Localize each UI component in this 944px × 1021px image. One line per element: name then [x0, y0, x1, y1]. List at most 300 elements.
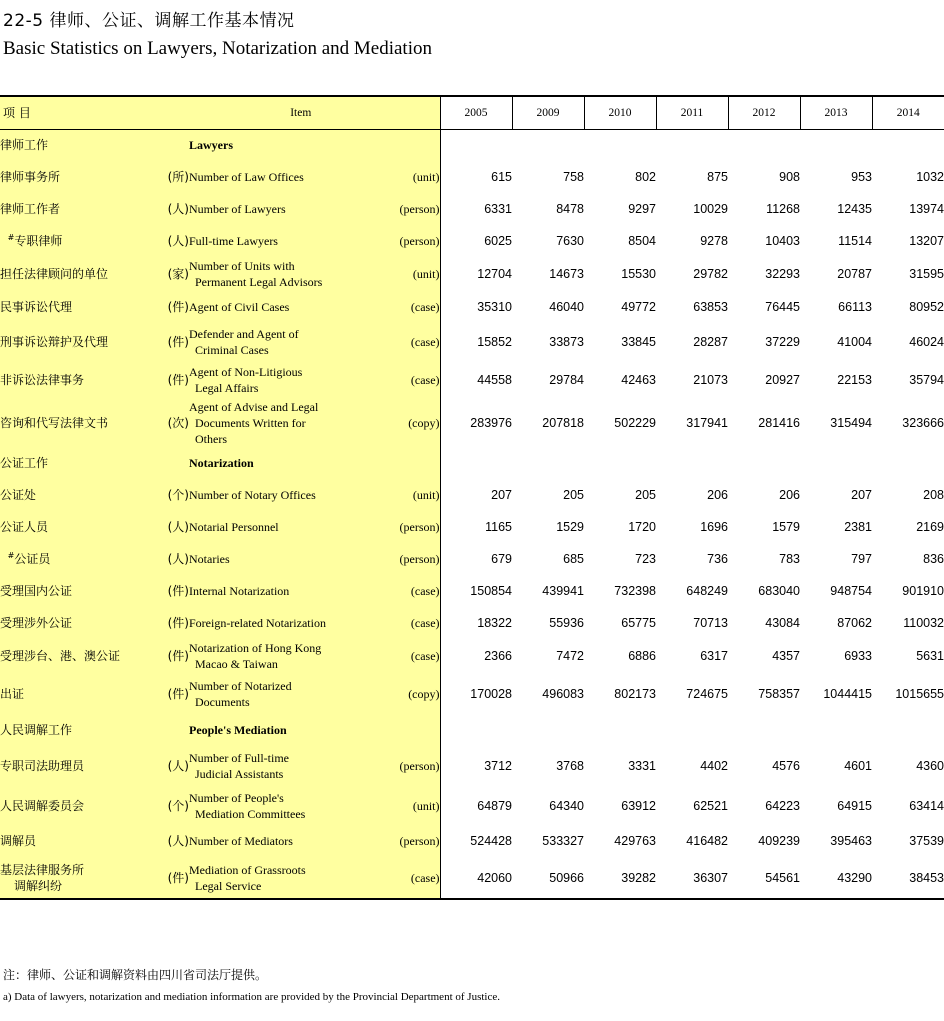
row-label-chinese	[0, 361, 162, 399]
header-row	[0, 96, 944, 129]
value-cell: 416482	[686, 834, 729, 848]
value-cell: 5631	[916, 649, 944, 663]
table-row	[0, 825, 944, 857]
row-unit-english: (person)	[374, 511, 440, 543]
value-cell: 64223	[765, 799, 801, 813]
value-cell: 43084	[765, 616, 801, 630]
value-cell	[800, 715, 872, 745]
value-cell	[584, 715, 656, 745]
row-label-english-text: Number of Units with	[189, 259, 295, 273]
table-row	[0, 193, 944, 225]
row-unit-english: (unit)	[374, 787, 440, 825]
row-label-chinese-text: 人民调解工作	[0, 723, 73, 737]
row-unit-chinese: (人)	[162, 543, 189, 575]
row-label-chinese-text: 专职律师	[14, 234, 63, 248]
header-item-english: Item	[162, 96, 440, 129]
value-cell: 1696	[700, 520, 729, 534]
value-cell: 875	[707, 170, 729, 184]
value-cell: 12435	[837, 202, 873, 216]
row-label-english-text: Mediation of Grassroots	[189, 862, 306, 877]
table-row	[0, 161, 944, 193]
header-year: 2012	[728, 96, 800, 129]
row-unit-english: (unit)	[374, 161, 440, 193]
row-unit-english: (person)	[374, 745, 440, 787]
row-label-english-text: Notarization of Hong Kong	[189, 641, 322, 655]
row-label-english-text: Legal Service	[195, 878, 262, 893]
value-cell: 28287	[693, 335, 729, 349]
value-cell: 797	[851, 552, 873, 566]
value-cell	[872, 715, 944, 745]
value-cell	[440, 129, 512, 161]
value-cell: 6025	[484, 234, 513, 248]
value-cell: 4402	[700, 759, 729, 773]
statistics-table	[0, 95, 944, 900]
value-cell: 38453	[872, 857, 944, 899]
row-unit-chinese: (件)	[162, 607, 189, 639]
row-label-english	[189, 745, 374, 787]
value-cell: 8504	[628, 234, 657, 248]
row-label-english-text: Notaries	[189, 552, 230, 566]
value-cell: 323666	[902, 416, 944, 430]
value-cell: 205	[563, 488, 585, 502]
row-label-chinese	[0, 291, 162, 323]
table-row	[0, 399, 944, 447]
value-cell: 685	[563, 552, 585, 566]
row-unit-chinese: (人)	[162, 511, 189, 543]
value-cell	[728, 447, 800, 479]
value-cell: 948754	[830, 584, 873, 598]
value-cell: 2169	[916, 520, 944, 534]
value-cell: 63853	[693, 300, 729, 314]
row-unit-chinese: (件)	[162, 575, 189, 607]
row-unit-english: (person)	[374, 225, 440, 257]
value-cell: 679	[491, 552, 513, 566]
table-row	[0, 361, 944, 399]
value-cell: 29784	[549, 373, 585, 387]
row-label-english-text: Others	[195, 432, 227, 446]
value-cell: 908	[779, 170, 801, 184]
value-cell: 66113	[838, 300, 873, 314]
table-row	[0, 225, 944, 257]
row-label-chinese-text: 公证人员	[0, 520, 49, 534]
row-unit-chinese: (次)	[162, 399, 189, 447]
table-row	[0, 673, 944, 715]
value-cell: 206	[779, 488, 801, 502]
row-label-english	[189, 257, 374, 291]
row-unit-chinese	[162, 715, 189, 745]
row-label-chinese-text: 刑事诉讼辩护及代理	[0, 335, 109, 349]
value-cell: 1579	[772, 520, 801, 534]
value-cell: 4357	[772, 649, 801, 663]
row-label-chinese	[0, 399, 162, 447]
value-cell: 6317	[700, 649, 729, 663]
value-cell: 9297	[628, 202, 657, 216]
value-cell: 10029	[693, 202, 729, 216]
table-row	[0, 745, 944, 787]
value-cell: 49772	[621, 300, 657, 314]
value-cell: 64879	[477, 799, 513, 813]
value-cell: 205	[635, 488, 657, 502]
row-label-english	[189, 607, 374, 639]
value-cell: 683040	[758, 584, 801, 598]
row-unit-english: (case)	[374, 361, 440, 399]
row-unit-chinese: (人)	[162, 825, 189, 857]
row-label-chinese-text: 律师工作	[0, 138, 49, 153]
value-cell: 1015655	[895, 687, 944, 701]
value-cell: 150854	[470, 584, 513, 598]
table-row	[0, 479, 944, 511]
row-label-english-text: Macao & Taiwan	[195, 657, 278, 671]
value-cell: 6886	[628, 649, 657, 663]
row-label-english	[189, 575, 374, 607]
value-cell: 429763	[614, 834, 657, 848]
row-label-chinese-text: 专职司法助理员	[0, 759, 85, 773]
value-cell: 110032	[903, 616, 944, 630]
row-label-chinese	[0, 825, 162, 857]
header-year: 2011	[656, 96, 728, 129]
header-year: 2009	[512, 96, 584, 129]
value-cell: 33845	[621, 335, 657, 349]
value-cell: 207818	[542, 416, 585, 430]
row-label-chinese-text: 民事诉讼代理	[0, 300, 73, 314]
value-cell: 80952	[909, 300, 944, 314]
row-label-english	[189, 193, 374, 225]
value-cell: 12704	[477, 267, 513, 281]
header-year: 2014	[872, 96, 944, 129]
row-label-english-text: Judicial Assistants	[195, 767, 284, 781]
value-cell	[800, 129, 872, 161]
value-cell: 170028	[470, 687, 513, 701]
row-label-english	[189, 323, 374, 361]
value-cell: 8478	[556, 202, 585, 216]
value-cell: 208	[923, 488, 944, 502]
value-cell: 35310	[477, 300, 513, 314]
row-label-english-text: Documents Written for	[195, 416, 306, 430]
row-unit-english	[374, 129, 440, 161]
row-unit-chinese: (个)	[162, 787, 189, 825]
value-cell: 317941	[686, 416, 729, 430]
value-cell: 21073	[693, 373, 729, 387]
row-unit-english: (unit)	[374, 479, 440, 511]
row-unit-chinese: (件)	[162, 361, 189, 399]
row-label-english-text: Agent of Non-Litigious	[189, 365, 303, 379]
header-year: 2010	[584, 96, 656, 129]
value-cell: 533327	[542, 834, 585, 848]
row-label-english	[189, 639, 374, 673]
value-cell: 11268	[766, 202, 801, 216]
table-row	[0, 511, 944, 543]
value-cell: 615	[491, 170, 513, 184]
header-year: 2013	[800, 96, 872, 129]
value-cell: 50966	[512, 857, 584, 899]
section-row	[0, 447, 944, 479]
row-label-chinese-text: 人民调解委员会	[0, 799, 85, 813]
value-cell: 439941	[542, 584, 585, 598]
row-label-english-text: Documents	[195, 695, 250, 709]
value-cell: 15852	[477, 335, 513, 349]
row-label-chinese-text: 公证处	[0, 488, 37, 502]
row-label-english-text: Number of People's	[189, 791, 284, 805]
value-cell: 44558	[477, 373, 513, 387]
row-label-chinese-text: 律师事务所	[0, 170, 61, 184]
value-cell: 524428	[470, 834, 513, 848]
row-label-english	[189, 715, 374, 745]
row-label-chinese	[0, 129, 162, 161]
row-label-chinese-text: 非诉讼法律事务	[0, 373, 85, 387]
value-cell: 87062	[837, 616, 873, 630]
value-cell: 11514	[838, 234, 873, 248]
footnote-english: a) Data of lawyers, notarization and mediation information are provided by the Provincial Department of Justice.	[3, 991, 500, 1003]
value-cell: 732398	[614, 584, 657, 598]
value-cell: 207	[491, 488, 513, 502]
row-label-chinese-text: 受理涉台、港、澳公证	[0, 649, 121, 663]
value-cell: 395463	[830, 834, 873, 848]
row-unit-chinese: (人)	[162, 745, 189, 787]
value-cell: 42463	[621, 373, 657, 387]
row-unit-english: (case)	[374, 575, 440, 607]
value-cell: 4601	[844, 759, 873, 773]
value-cell: 33873	[549, 335, 585, 349]
value-cell: 901910	[902, 584, 944, 598]
row-label-chinese	[0, 479, 162, 511]
value-cell: 37539	[909, 834, 944, 848]
value-cell: 758357	[758, 687, 801, 701]
table-title-chinese: 22-5 律师、公证、调解工作基本情况	[3, 11, 295, 31]
row-label-english-text: Defender and Agent of	[189, 327, 299, 341]
row-label-english-text: Criminal Cases	[195, 343, 269, 357]
row-label-chinese-text: 公证员	[14, 552, 51, 566]
row-label-english-text: Mediation Committees	[195, 807, 306, 821]
row-label-english-text: People's Mediation	[189, 723, 287, 737]
row-unit-chinese: (家)	[162, 257, 189, 291]
table-row	[0, 607, 944, 639]
value-cell: 315494	[830, 416, 873, 430]
value-cell: 76445	[765, 300, 801, 314]
footnote-chinese: 注：律师、公证和调解资料由四川省司法厅提供。	[3, 968, 268, 982]
value-cell: 35794	[909, 373, 944, 387]
value-cell: 64340	[549, 799, 585, 813]
value-cell: 15530	[621, 267, 657, 281]
table-body	[0, 129, 944, 899]
row-unit-english: (copy)	[374, 399, 440, 447]
row-label-english	[189, 225, 374, 257]
value-cell: 6331	[484, 202, 513, 216]
row-label-chinese-text: 调解纠纷	[14, 878, 63, 893]
header-year: 2005	[440, 96, 512, 129]
value-cell	[512, 129, 584, 161]
table-row	[0, 857, 944, 899]
table-row	[0, 787, 944, 825]
row-label-chinese	[0, 225, 162, 257]
value-cell: 18322	[477, 616, 513, 630]
value-cell: 31595	[909, 267, 944, 281]
value-cell: 43290	[800, 857, 872, 899]
row-unit-english: (case)	[374, 291, 440, 323]
value-cell: 496083	[542, 687, 585, 701]
value-cell: 20787	[837, 267, 873, 281]
value-cell: 206	[707, 488, 729, 502]
row-unit-english: (person)	[374, 193, 440, 225]
row-label-chinese	[0, 857, 162, 899]
value-cell: 783	[779, 552, 801, 566]
row-label-chinese-text: 受理国内公证	[0, 584, 73, 598]
row-label-chinese	[0, 511, 162, 543]
row-label-chinese-text: 担任法律顾问的单位	[0, 267, 109, 281]
row-label-chinese-text: 基层法律服务所	[0, 862, 85, 877]
value-cell: 6933	[844, 649, 873, 663]
row-unit-chinese: (件)	[162, 323, 189, 361]
row-label-chinese-text: 出证	[0, 687, 25, 701]
value-cell: 802173	[614, 687, 657, 701]
row-label-chinese	[0, 447, 162, 479]
value-cell: 13207	[909, 234, 944, 248]
value-cell: 736	[707, 552, 729, 566]
row-label-chinese	[0, 745, 162, 787]
value-cell: 36307	[656, 857, 728, 899]
row-label-english	[189, 787, 374, 825]
value-cell: 46024	[909, 335, 944, 349]
row-label-chinese-text: 律师工作者	[0, 202, 61, 216]
row-label-english-text: Number of Full-time	[189, 751, 289, 765]
row-unit-chinese: (件)	[162, 639, 189, 673]
row-label-chinese	[0, 257, 162, 291]
value-cell: 1165	[485, 520, 513, 534]
value-cell	[584, 129, 656, 161]
value-cell	[512, 447, 584, 479]
value-cell: 29782	[693, 267, 729, 281]
value-cell: 10403	[765, 234, 801, 248]
row-unit-chinese: (人)	[162, 193, 189, 225]
value-cell: 65775	[621, 616, 657, 630]
value-cell	[728, 129, 800, 161]
row-label-english	[189, 543, 374, 575]
value-cell: 54561	[728, 857, 800, 899]
row-label-english-text: Number of Notarized	[189, 679, 292, 693]
row-label-chinese	[0, 607, 162, 639]
value-cell: 953	[851, 170, 873, 184]
table-row	[0, 575, 944, 607]
row-label-chinese	[0, 575, 162, 607]
row-unit-english: (unit)	[374, 257, 440, 291]
row-label-english	[189, 161, 374, 193]
row-unit-chinese: (个)	[162, 479, 189, 511]
value-cell: 13974	[909, 202, 944, 216]
row-unit-chinese: (件)	[162, 673, 189, 715]
subitem-marker: #	[7, 233, 15, 242]
row-label-english	[189, 511, 374, 543]
table-row	[0, 639, 944, 673]
row-unit-english: (case)	[374, 857, 440, 899]
table-row	[0, 291, 944, 323]
value-cell: 7630	[556, 234, 585, 248]
value-cell	[656, 129, 728, 161]
row-label-chinese-text: 咨询和代写法律文书	[0, 416, 109, 430]
value-cell: 1529	[556, 520, 585, 534]
row-label-english-text: Notarization	[189, 456, 254, 470]
row-unit-english	[374, 715, 440, 745]
row-unit-english: (case)	[374, 639, 440, 673]
value-cell: 3712	[484, 759, 513, 773]
row-label-chinese-text: 受理涉外公证	[0, 616, 73, 630]
value-cell: 39282	[584, 857, 656, 899]
value-cell	[872, 447, 944, 479]
value-cell: 14673	[549, 267, 585, 281]
value-cell: 2381	[844, 520, 873, 534]
value-cell: 836	[923, 552, 944, 566]
row-label-english	[189, 479, 374, 511]
row-label-chinese-text: 公证工作	[0, 456, 49, 470]
row-label-english-text: Foreign-related Notarization	[189, 616, 326, 630]
value-cell: 20927	[765, 373, 801, 387]
value-cell: 46040	[549, 300, 585, 314]
value-cell: 207	[851, 488, 873, 502]
value-cell	[800, 447, 872, 479]
table-row	[0, 543, 944, 575]
value-cell: 1720	[628, 520, 657, 534]
row-unit-english: (person)	[374, 543, 440, 575]
row-label-english-text: Number of Lawyers	[189, 202, 286, 216]
row-label-english	[189, 825, 374, 857]
value-cell: 648249	[686, 584, 729, 598]
row-label-english	[189, 447, 374, 479]
value-cell: 37229	[765, 335, 801, 349]
row-unit-chinese: (件)	[162, 291, 189, 323]
value-cell: 724675	[686, 687, 729, 701]
value-cell: 70713	[693, 616, 729, 630]
row-label-chinese-text: 调解员	[0, 834, 37, 848]
value-cell: 409239	[758, 834, 801, 848]
row-label-chinese	[0, 673, 162, 715]
value-cell: 723	[635, 552, 657, 566]
row-unit-chinese: (人)	[162, 225, 189, 257]
value-cell	[512, 715, 584, 745]
row-label-english-text: Number of Law Offices	[189, 170, 304, 184]
value-cell: 281416	[758, 416, 801, 430]
header-item-chinese: 项 目	[0, 96, 162, 129]
value-cell	[584, 447, 656, 479]
value-cell: 9278	[700, 234, 729, 248]
value-cell	[440, 715, 512, 745]
value-cell: 3768	[556, 759, 585, 773]
row-label-english-text: Number of Notary Offices	[189, 488, 316, 502]
row-label-chinese	[0, 715, 162, 745]
value-cell: 55936	[549, 616, 585, 630]
value-cell	[872, 129, 944, 161]
section-row	[0, 129, 944, 161]
value-cell: 758	[563, 170, 585, 184]
value-cell: 64915	[837, 799, 873, 813]
value-cell: 1032	[916, 170, 944, 184]
row-label-chinese	[0, 193, 162, 225]
row-label-english	[189, 291, 374, 323]
row-label-english	[189, 673, 374, 715]
row-label-english	[189, 399, 374, 447]
value-cell: 63912	[621, 799, 657, 813]
value-cell: 3331	[628, 759, 657, 773]
value-cell: 32293	[765, 267, 801, 281]
value-cell: 41004	[837, 335, 873, 349]
value-cell	[656, 715, 728, 745]
row-label-chinese	[0, 543, 162, 575]
row-unit-english: (copy)	[374, 673, 440, 715]
row-label-english-text: Number of Mediators	[189, 834, 293, 848]
row-label-chinese	[0, 323, 162, 361]
row-unit-chinese	[162, 447, 189, 479]
row-unit-chinese	[162, 129, 189, 161]
row-unit-english	[374, 447, 440, 479]
row-label-english-text: Internal Notarization	[189, 584, 290, 598]
value-cell: 7472	[556, 649, 585, 663]
